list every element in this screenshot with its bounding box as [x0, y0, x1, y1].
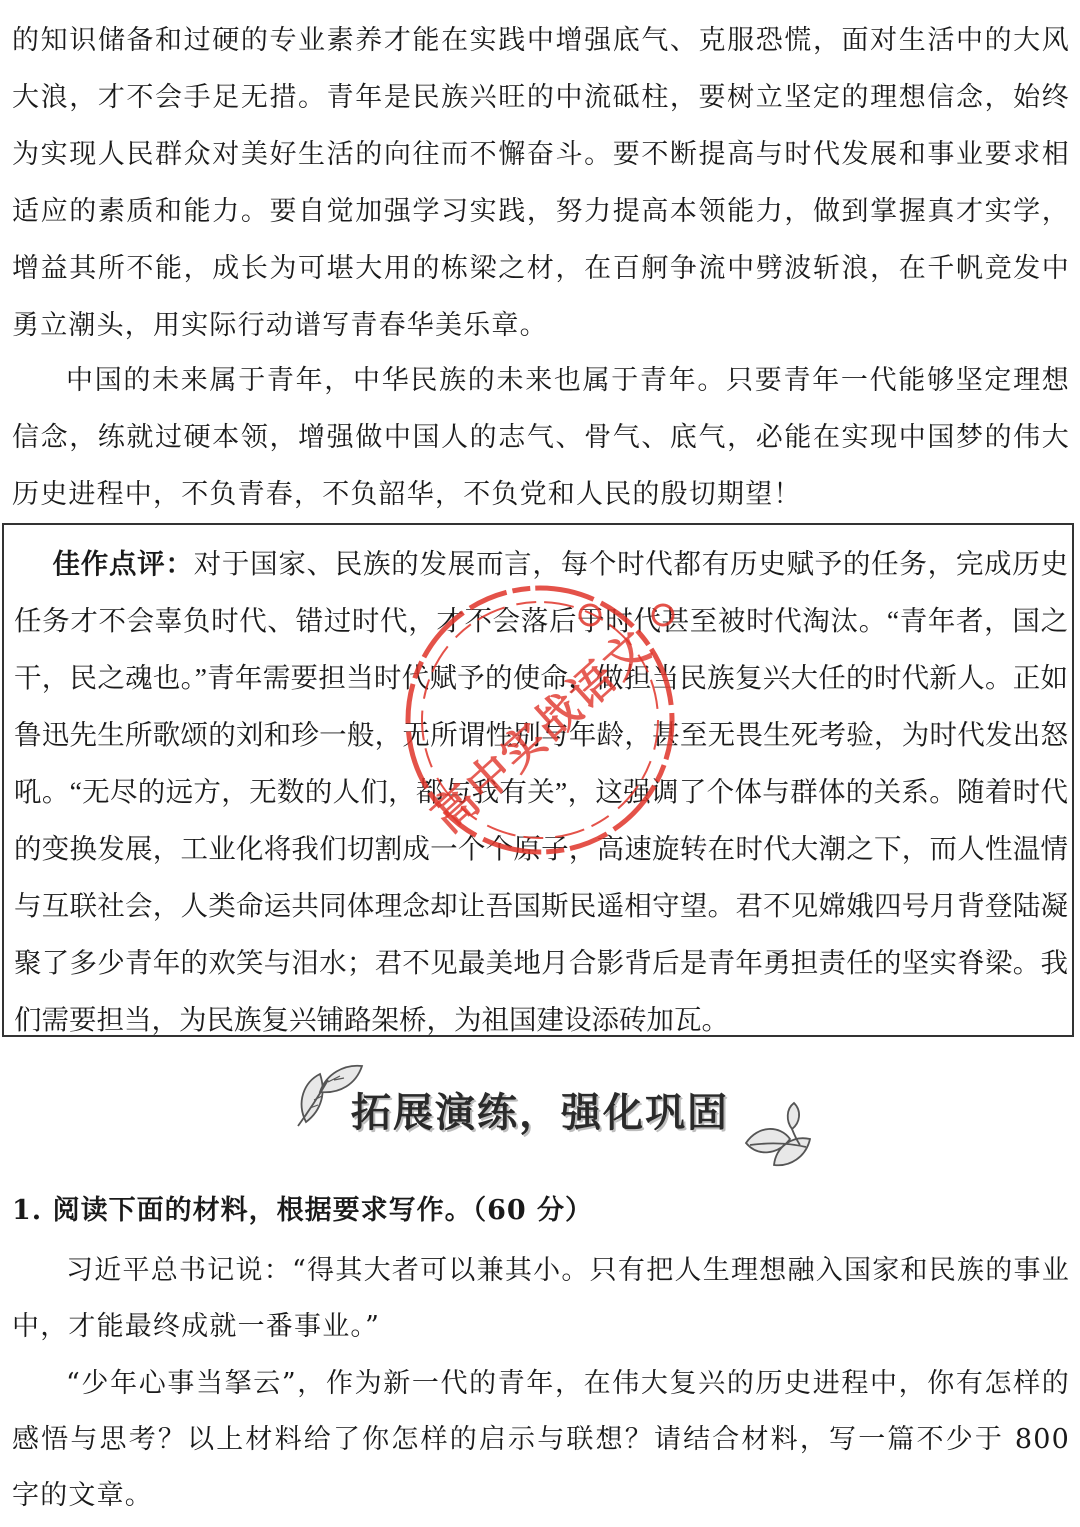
question-title: 1. 阅读下面的材料，根据要求写作。（60 分）	[12, 1195, 594, 1226]
stamp-text: 高中实战语文	[422, 620, 662, 843]
watermark-stamp	[395, 575, 685, 865]
question-material: 习近平总书记说：“得其大者可以兼其小。只有把人生理想融入国家和民族的事业中，才能最终成就一番事业。”	[12, 1255, 1070, 1342]
comment-label: 佳作点评：	[52, 548, 194, 579]
comment-text: 对于国家、民族的发展而言，每个时代都有历史赋予的任务，完成历史任务才不会辜负时代、错过时代，才不会落后于时代甚至被时代淘汰。“青年者，国之干，民之魂也。”青年需要担当时代赋予的使命，做担当民族复兴大任的时代新人。正如鲁迅先生所歌颂的刘和珍一般，无所谓性别与年龄，甚至无畏生死考验，为时代发出怒吼。“无尽的远方，无数的人们，都与我有关”，这强调了个体与群体的关系。随着时代的变换发展，工业化将我们切割成一个个原子，高速旋转在时代大潮之下，而人性温情与互联社会，人类命运共同体理念却让吾国斯民遥相守望。君不见嫦娥四号月背登陆凝聚了多少青年的欢笑与泪水；君不见最美地月合影背后是青年勇担责任的坚实脊梁。我们需要担当，为民族复兴铺路架桥，为祖国建设添砖加瓦。	[14, 548, 1069, 1035]
question-prompt: “少年心事当拏云”，作为新一代的青年，在伟大复兴的历史进程中，你有怎样的感悟与思考？以上材料给了你怎样的启示与联想？请结合材料，写一篇不少于 800 字的文章。	[12, 1368, 1070, 1511]
essay-paragraph-2: 中国的未来属于青年，中华民族的未来也属于青年。只要青年一代能够坚定理想信念，练就过硬本领，增强做中国人的志气、骨气、底气，必能在实现中国梦的伟大历史进程中，不负青春，不负韶华，不负党和人民的殷切期望！	[12, 365, 1070, 510]
leaf-ornament-icon	[740, 1095, 820, 1173]
essay-paragraph-1: 的知识储备和过硬的专业素养才能在实践中增强底气、克服恐慌，面对生活中的大风大浪，才不会手足无措。青年是民族兴旺的中流砥柱，要树立坚定的理想信念，始终为实现人民群众对美好生活的向往而不懈奋斗。要不断提高与时代发展和事业要求相适应的素质和能力。要自觉加强学习实践，努力提高本领能力，做到掌握真才实学，增益其所不能，成长为可堪大用的栋梁之材，在百舸争流中劈波斩浪，在千帆竞发中勇立潮头，用实际行动谱写青春华美乐章。	[12, 25, 1070, 341]
section-title: 拓展演练，强化巩固	[351, 1090, 729, 1136]
